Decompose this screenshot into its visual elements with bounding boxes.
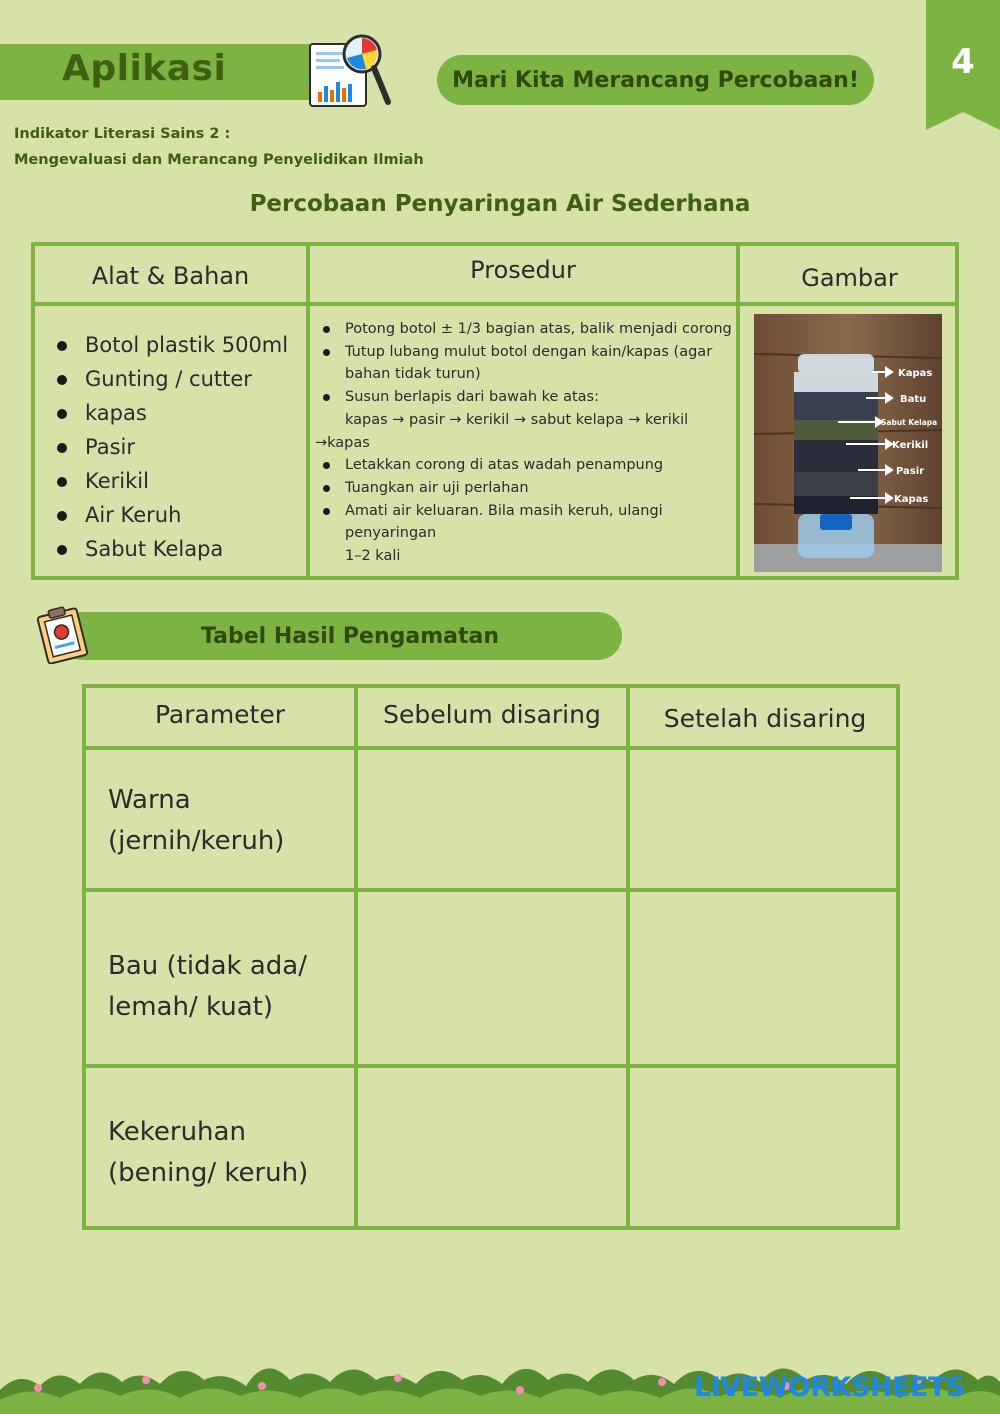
photo-label: Kerikil [892, 440, 929, 451]
header-title: Aplikasi [62, 48, 227, 89]
column-header-parameter: Parameter [154, 699, 286, 729]
photo-label: Sabut Kelapa [881, 418, 938, 427]
procedure-step-continuation: 1–2 kali [345, 548, 401, 565]
procedure-step-continuation: bahan tidak turun) [345, 366, 481, 383]
report-magnifier-icon [302, 30, 394, 110]
list-item: Kerikil [57, 464, 288, 498]
procedure-step: Susun berlapis dari bawah ke atas: [315, 386, 745, 409]
answer-cell-kekeruhan-after[interactable] [630, 1068, 900, 1226]
list-item: Sabut Kelapa [57, 532, 288, 566]
subtitle-pill: Mari Kita Merancang Percobaan! [437, 55, 874, 105]
experiment-title: Percobaan Penyaringan Air Sederhana [249, 191, 751, 217]
parameter-name: Kekeruhan [108, 1117, 246, 1147]
answer-cell-warna-after[interactable] [630, 750, 900, 888]
answer-cell-warna-before[interactable] [358, 750, 626, 888]
observation-table [82, 684, 900, 1230]
list-item: Gunting / cutter [57, 362, 288, 396]
clipboard-icon [34, 604, 90, 664]
parameter-name: Bau (tidak ada/ [108, 951, 307, 981]
photo-label: Kapas [894, 494, 929, 505]
procedure-step: Letakkan corong di atas wadah penampung [315, 454, 745, 477]
procedure-list [315, 318, 745, 568]
table-row [108, 1112, 348, 1194]
procedure-step-continuation: →kapas [315, 434, 370, 451]
list-item: Botol plastik 500ml [57, 328, 288, 362]
indicator-label [14, 121, 424, 173]
column-header-after: Setelah disaring [663, 703, 867, 733]
list-item: kapas [57, 396, 288, 430]
procedure-step: Potong botol ± 1/3 bagian atas, balik menjadi corong [315, 318, 745, 341]
procedure-step: Tuangkan air uji perlahan [315, 477, 745, 500]
column-header-image: Gambar [801, 264, 898, 292]
parameter-name: Warna [108, 785, 191, 815]
water-filter-photo [754, 314, 942, 572]
procedure-step-continuation: kapas → pasir → kerikil → sabut kelapa → kerikil [345, 411, 689, 428]
observation-title-pill: Tabel Hasil Pengamatan [58, 612, 622, 660]
procedure-step: Amati air keluaran. Bila masih keruh, ulangi penyaringan [315, 500, 745, 545]
indicator-line-2: Mengevaluasi dan Merancang Penyelidikan Ilmiah [14, 152, 424, 168]
photo-label: Kapas [898, 368, 933, 379]
answer-cell-bau-after[interactable] [630, 892, 900, 1064]
photo-label: Pasir [896, 466, 925, 477]
experiment-table [31, 242, 959, 580]
column-header-materials: Alat & Bahan [91, 262, 250, 290]
indicator-line-1: Indikator Literasi Sains 2 : [14, 126, 231, 142]
photo-label: Batu [900, 394, 927, 405]
page-number: 4 [951, 42, 975, 82]
liveworksheets-logo[interactable]: LIVEWORKSHEETS [694, 1372, 965, 1403]
column-header-before: Sebelum disaring [383, 699, 601, 729]
parameter-hint: (bening/ keruh) [108, 1158, 309, 1188]
list-item: Air Keruh [57, 498, 288, 532]
parameter-hint: lemah/ kuat) [108, 992, 273, 1022]
list-item: Pasir [57, 430, 288, 464]
answer-cell-kekeruhan-before[interactable] [358, 1068, 626, 1226]
column-header-procedure: Prosedur [470, 256, 576, 284]
materials-list [57, 328, 288, 566]
table-row [108, 946, 348, 1028]
answer-cell-bau-before[interactable] [358, 892, 626, 1064]
parameter-hint: (jernih/keruh) [108, 826, 285, 856]
table-row [108, 780, 348, 862]
procedure-step: Tutup lubang mulut botol dengan kain/kapas (agar [315, 341, 745, 364]
